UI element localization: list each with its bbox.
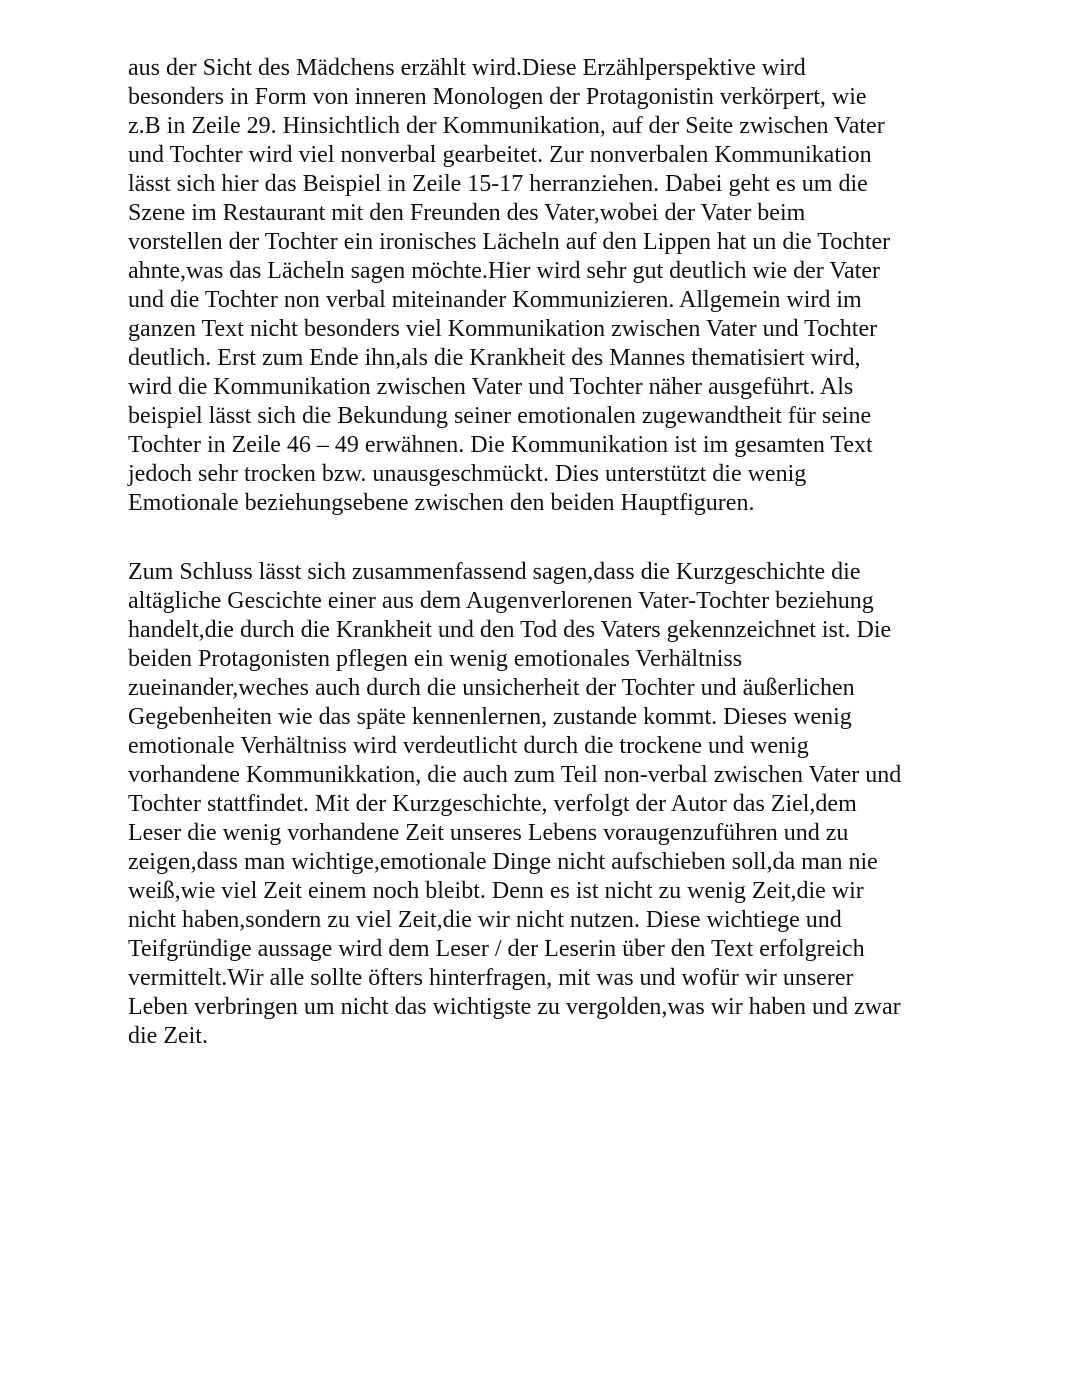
text-line: aus der Sicht des Mädchens erzählt wird.Diese Erzählperspektive wird xyxy=(128,55,806,81)
text-line: weiß,wie viel Zeit einem noch bleibt. Denn es ist nicht zu wenig Zeit,die wir xyxy=(128,878,864,904)
text-line: ganzen Text nicht besonders viel Kommunikation zwischen Vater und Tochter xyxy=(128,316,878,342)
text-line: Teifgründige aussage wird dem Leser / der Leserin über den Text erfolgreich xyxy=(128,936,865,962)
text-line: altägliche Gescichte einer aus dem Augenverlorenen Vater-Tochter beziehung xyxy=(128,588,874,614)
text-line: Szene im Restaurant mit den Freunden des Vater,wobei der Vater beim xyxy=(128,200,806,226)
text-line: handelt,die durch die Krankheit und den Tod des Vaters gekennzeichnet ist. Die xyxy=(128,617,892,643)
text-line: nicht haben,sondern zu viel Zeit,die wir nicht nutzen. Diese wichtiege und xyxy=(128,907,842,933)
text-line: Tochter in Zeile 46 – 49 erwähnen. Die Kommunikation ist im gesamten Text xyxy=(128,432,873,458)
text-line: vorhandene Kommunikkation, die auch zum Teil non-verbal zwischen Vater und xyxy=(128,762,902,788)
text-line: wird die Kommunikation zwischen Vater und Tochter näher ausgeführt. Als xyxy=(128,374,854,400)
text-line: Zum Schluss lässt sich zusammenfassend sagen,dass die Kurzgeschichte die xyxy=(128,559,861,585)
text-line: beispiel lässt sich die Bekundung seiner emotionalen zugewandtheit für seine xyxy=(128,403,872,429)
text-line: zeigen,dass man wichtige,emotionale Dinge nicht aufschieben soll,da man nie xyxy=(128,849,878,875)
text-line: ahnte,was das Lächeln sagen möchte.Hier wird sehr gut deutlich wie der Vater xyxy=(128,258,880,284)
text-line: vermittelt.Wir alle sollte öfters hinterfragen, mit was und wofür wir unserer xyxy=(128,965,854,991)
text-line: emotionale Verhältniss wird verdeutlicht durch die trockene und wenig xyxy=(128,733,809,759)
text-line: zueinander,weches auch durch die unsicherheit der Tochter und äußerlichen xyxy=(128,675,855,701)
text-line: Tochter stattfindet. Mit der Kurzgeschichte, verfolgt der Autor das Ziel,dem xyxy=(128,791,857,817)
text-line: jedoch sehr trocken bzw. unausgeschmückt. Dies unterstützt die wenig xyxy=(128,461,807,487)
text-line: deutlich. Erst zum Ende ihn,als die Krankheit des Mannes thematisiert wird, xyxy=(128,345,861,371)
paragraph-communication-analysis xyxy=(128,54,988,518)
text-line: z.B in Zeile 29. Hinsichtlich der Kommunikation, auf der Seite zwischen Vater xyxy=(128,113,885,139)
text-line: und Tochter wird viel nonverbal gearbeitet. Zur nonverbalen Kommunikation xyxy=(128,142,872,168)
text-line: Emotionale beziehungsebene zwischen den beiden Hauptfiguren. xyxy=(128,490,755,516)
text-line: Leser die wenig vorhandene Zeit unseres Lebens voraugenzuführen und zu xyxy=(128,820,849,846)
text-line: besonders in Form von inneren Monologen der Protagonistin verkörpert, wie xyxy=(128,84,867,110)
text-line: Gegebenheiten wie das späte kennenlernen, zustande kommt. Dieses wenig xyxy=(128,704,852,730)
text-line: lässt sich hier das Beispiel in Zeile 15-17 herranziehen. Dabei geht es um die xyxy=(128,171,868,197)
text-line: die Zeit. xyxy=(128,1023,208,1049)
text-line: und die Tochter non verbal miteinander Kommunizieren. Allgemein wird im xyxy=(128,287,862,313)
text-line: vorstellen der Tochter ein ironisches Lächeln auf den Lippen hat un die Tochter xyxy=(128,229,891,255)
paragraph-conclusion xyxy=(128,558,988,1051)
text-line: Leben verbringen um nicht das wichtigste zu vergolden,was wir haben und zwar xyxy=(128,994,901,1020)
text-line: beiden Protagonisten pflegen ein wenig emotionales Verhältniss xyxy=(128,646,743,672)
